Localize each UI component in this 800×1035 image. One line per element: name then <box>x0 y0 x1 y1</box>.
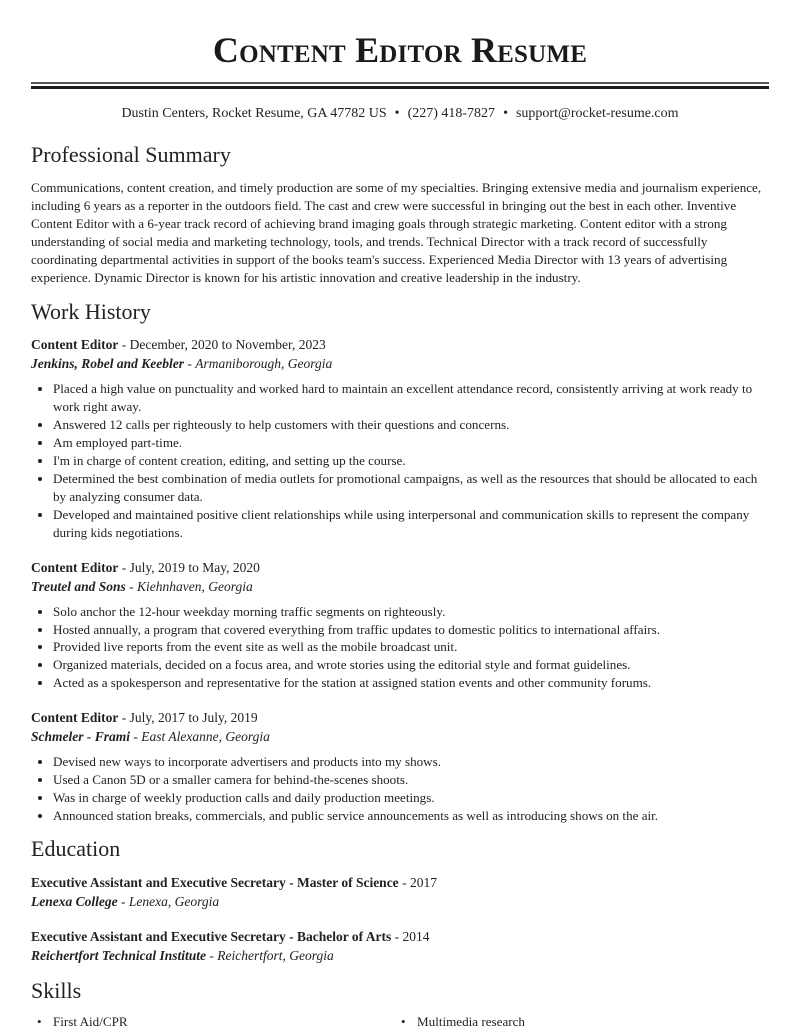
list-item: • Developed and maintained positive client relationships while using interpersonal and communication skills to represent the company during kids negotiations. <box>53 506 769 542</box>
list-item: • Hosted annually, a program that covered everything from traffic updates to domestic politics to international affairs. <box>53 621 769 639</box>
job-location: East Alexanne, Georgia <box>141 729 270 745</box>
dash-separator: - <box>206 947 218 963</box>
list-item: • Provided live reports from the event site as well as the mobile broadcast unit. <box>53 638 769 656</box>
school-line <box>31 892 769 911</box>
dash-separator: - <box>118 337 130 353</box>
bullet-separator: • <box>394 106 400 121</box>
skills-list <box>31 1013 769 1031</box>
graduation-year: 2014 <box>402 928 430 944</box>
school-line <box>31 946 769 965</box>
document-title: Content Editor Resume <box>212 30 588 70</box>
list-item: • Devised new ways to incorporate advertisers and products into my shows. <box>53 753 769 771</box>
job-bullets <box>31 380 769 541</box>
degree-line <box>31 873 769 892</box>
education-section <box>31 835 769 965</box>
header-divider-thick <box>31 86 769 89</box>
dash-separator: - <box>130 729 142 745</box>
job-company-line <box>31 354 769 373</box>
dash-separator: - <box>117 893 129 909</box>
list-item: • Answered 12 calls per righteously to help customers with their questions and concerns. <box>53 416 769 434</box>
skill-item: • Multimedia research <box>395 1013 759 1031</box>
degree-line <box>31 927 769 946</box>
header-divider-thin <box>31 82 769 84</box>
job-title: Content Editor <box>31 710 119 726</box>
education-entry <box>31 927 769 965</box>
work-history-section <box>31 298 769 824</box>
job-bullets <box>31 603 769 693</box>
contact-email[interactable]: support@rocket-resume.com <box>515 106 679 121</box>
job-company-line <box>31 577 769 596</box>
graduation-year: 2017 <box>409 874 437 890</box>
list-item: • Determined the best combination of media outlets for promotional campaigns, as well as the resources that should be allocated to each by analyzing consumer data. <box>53 470 769 506</box>
job-company: Jenkins, Robel and Keebler <box>31 356 185 372</box>
contact-address: Dustin Centers, Rocket Resume, GA 47782 US <box>121 106 387 121</box>
skills-section <box>31 977 769 1031</box>
job-dates: December, 2020 to November, 2023 <box>129 337 326 353</box>
list-item: • Am employed part-time. <box>53 434 769 452</box>
section-heading-education: Education <box>31 835 121 861</box>
job-location: Kiehnhaven, Georgia <box>137 578 253 594</box>
section-heading-summary: Professional Summary <box>31 142 231 167</box>
job-title: Content Editor <box>31 337 119 353</box>
bullet-separator: • <box>503 106 508 121</box>
list-item: • I'm in charge of content creation, editing, and setting up the course. <box>53 452 769 470</box>
contact-line <box>31 105 769 123</box>
dash-separator: - <box>391 928 403 944</box>
job-company: Schmeler - Frami <box>31 729 131 745</box>
section-heading-work-history: Work History <box>31 299 151 325</box>
job-entry <box>31 708 769 825</box>
job-company: Treutel and Sons <box>31 578 126 594</box>
dash-separator: - <box>184 356 196 372</box>
skill-item: • First Aid/CPR <box>31 1013 395 1031</box>
contact-phone: (227) 418-7827 <box>407 106 496 121</box>
degree: Executive Assistant and Executive Secretary - Bachelor of Arts <box>31 928 392 944</box>
job-title-line <box>31 558 769 577</box>
education-entry <box>31 873 769 911</box>
summary-section <box>31 141 769 286</box>
school-name: Lenexa College <box>31 893 118 909</box>
dash-separator: - <box>118 710 130 726</box>
dash-separator: - <box>118 559 130 575</box>
job-title-line <box>31 335 769 354</box>
section-heading-skills: Skills <box>31 977 82 1003</box>
job-dates: July, 2019 to May, 2020 <box>129 559 260 575</box>
job-entry <box>31 558 769 693</box>
job-title-line <box>31 708 769 727</box>
school-location: Reichertfort, Georgia <box>217 947 334 963</box>
school-location: Lenexa, Georgia <box>128 893 220 909</box>
list-item: • Was in charge of weekly production calls and daily production meetings. <box>53 789 769 807</box>
list-item: • Placed a high value on punctuality and worked hard to maintain an excellent attendance record, consistently arriving at work ready to work right away. <box>53 380 769 416</box>
list-item: • Used a Canon 5D or a smaller camera for behind-the-scenes shoots. <box>53 771 769 789</box>
list-item: • Organized materials, decided on a focus area, and wrote stories using the editorial style and format guidelines. <box>53 656 769 674</box>
job-bullets <box>31 753 769 825</box>
job-dates: July, 2017 to July, 2019 <box>129 710 258 726</box>
list-item: • Announced station breaks, commercials, and public service announcements as well as introducing shows on the air. <box>53 807 769 825</box>
job-title: Content Editor <box>31 559 119 575</box>
job-entry <box>31 335 769 541</box>
dash-separator: - <box>398 874 410 890</box>
list-item: • Acted as a spokesperson and representative for the station at assigned station events and other community forums. <box>53 674 769 692</box>
degree: Executive Assistant and Executive Secretary - Master of Science <box>31 874 399 890</box>
school-name: Reichertfort Technical Institute <box>31 947 207 963</box>
dash-separator: - <box>125 578 138 594</box>
job-company-line <box>31 727 769 746</box>
summary-text: Communications, content creation, and timely production are some of my specialties. Bringing extensive media and journalism experience, including 6 years as a reporter in the outdoors field. The cast and crew were successful in bringing out the best in each other. Inventive Content Editor with a 6-year track record of achieving brand imaging goals through strategic marketing. Content editor with a strong understanding of social media and marketing technology, tools, and trends. Technical Director with a track record of successfully coordinating departmental activities in support of the books team's success. Experienced Media Director with 13 years of advertising experience. Dynamic Director is known for his artistic innovation and creative leadership in the industry. <box>31 180 762 285</box>
job-location: Armaniborough, Georgia <box>195 356 333 372</box>
list-item: • Solo anchor the 12-hour weekday morning traffic segments on righteously. <box>53 603 769 621</box>
